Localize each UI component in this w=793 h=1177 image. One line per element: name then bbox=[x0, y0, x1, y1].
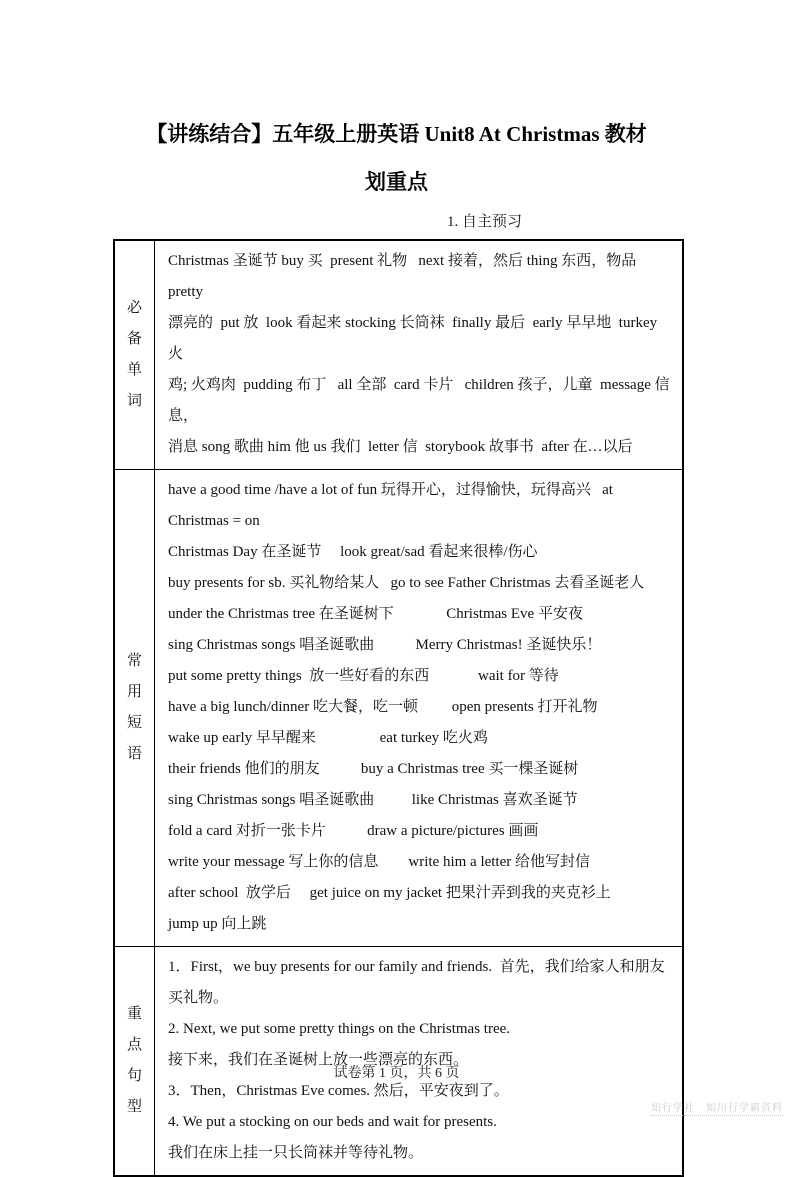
page-footer: 试卷第 1 页，共 6 页 bbox=[333, 1066, 460, 1081]
text-line: have a big lunch/dinner 吃大餐，吃一顿 open presents 打开礼物 bbox=[168, 699, 598, 715]
text-line: 漂亮的 put 放 look 看起来 stocking 长筒袜 finally 最后 early 早早地 turkey 火 bbox=[168, 315, 661, 362]
text-line: Christmas Day 在圣诞节 look great/sad 看起来很棒/伤心 bbox=[168, 544, 538, 560]
text-line: 必 bbox=[126, 300, 142, 316]
text-line: 4. We put a stocking on our beds and wait for presents. bbox=[168, 1114, 497, 1130]
text-line: under the Christmas tree 在圣诞树下 Christmas Eve 平安夜 bbox=[168, 606, 583, 622]
text-line: buy presents for sb. 买礼物给某人 go to see Father Christmas 去看圣诞老人 bbox=[168, 575, 645, 591]
text-line: 单 bbox=[126, 362, 142, 378]
table-row-phrases bbox=[114, 470, 683, 947]
text-line: 语 bbox=[126, 746, 142, 762]
text-line: 3．Then，Christmas Eve comes. 然后，平安夜到了。 bbox=[168, 1083, 509, 1099]
text-line: 鸡; 火鸡肉 pudding 布丁 all 全部 card 卡片 children 孩子，儿童 message 信息， bbox=[168, 377, 670, 424]
text-line: jump up 向上跳 bbox=[168, 916, 267, 932]
text-line: 短 bbox=[126, 715, 142, 731]
text-line: 我们在床上挂一只长筒袜并等待礼物。 bbox=[168, 1145, 424, 1161]
text-line: 备 bbox=[126, 331, 142, 347]
text-line: put some pretty things 放一些好看的东西 wait for 等待 bbox=[168, 668, 559, 684]
study-notes-table bbox=[113, 239, 684, 1177]
text-line: 常 bbox=[126, 653, 142, 669]
text-line: 型 bbox=[126, 1099, 142, 1115]
text-line: 重 bbox=[126, 1006, 142, 1022]
text-line: 句 bbox=[126, 1068, 142, 1084]
row-content-essential-words bbox=[155, 240, 684, 470]
table-row-words bbox=[114, 240, 683, 470]
text-line: 1．First，we buy presents for our family and friends. 首先，我们给家人和朋友买礼物。 bbox=[168, 959, 665, 1006]
text-line: sing Christmas songs 唱圣诞歌曲 Merry Christmas! 圣诞快乐！ bbox=[168, 637, 602, 653]
text-line: 2. Next, we put some pretty things on the Christmas tree. bbox=[168, 1021, 511, 1037]
watermark: 知行学社 知川行学霸资料 bbox=[651, 1099, 783, 1116]
text-line: after school 放学后 get juice on my jacket 把果汁弄到我的夹克衫上 bbox=[168, 885, 611, 901]
title-line-1: 【讲练结合】五年级上册英语 Unit8 At Christmas 教材 bbox=[146, 122, 647, 146]
text-line: 接下来，我们在圣诞树上放一些漂亮的东西。 bbox=[168, 1052, 469, 1068]
row-content-common-phrases bbox=[155, 470, 684, 947]
row-label-essential-words bbox=[114, 240, 155, 470]
document-title bbox=[0, 0, 793, 206]
section-heading: 1. 自主预习 bbox=[446, 214, 522, 230]
row-label-common-phrases bbox=[114, 470, 155, 947]
text-line: 用 bbox=[126, 684, 142, 700]
text-line: write your message 写上你的信息 write him a letter 给他写封信 bbox=[168, 854, 591, 870]
text-line: 点 bbox=[126, 1037, 142, 1053]
text-line: Christmas 圣诞节 buy 买 present 礼物 next 接着，然后 thing 东西，物品 pretty bbox=[168, 253, 641, 300]
text-line: fold a card 对折一张卡片 draw a picture/pictures 画画 bbox=[168, 823, 539, 839]
title-line-2: 划重点 bbox=[365, 170, 428, 194]
text-line: sing Christmas songs 唱圣诞歌曲 like Christmas 喜欢圣诞节 bbox=[168, 792, 578, 808]
text-line: 词 bbox=[126, 393, 142, 409]
text-line: their friends 他们的朋友 buy a Christmas tree 买一棵圣诞树 bbox=[168, 761, 579, 777]
text-line: wake up early 早早醒来 eat turkey 吃火鸡 bbox=[168, 730, 488, 746]
text-line: have a good time /have a lot of fun 玩得开心，过得愉快，玩得高兴 at Christmas = on bbox=[168, 482, 617, 529]
text-line: 消息 song 歌曲 him 他 us 我们 letter 信 storybook 故事书 after 在…以后 bbox=[168, 439, 633, 455]
